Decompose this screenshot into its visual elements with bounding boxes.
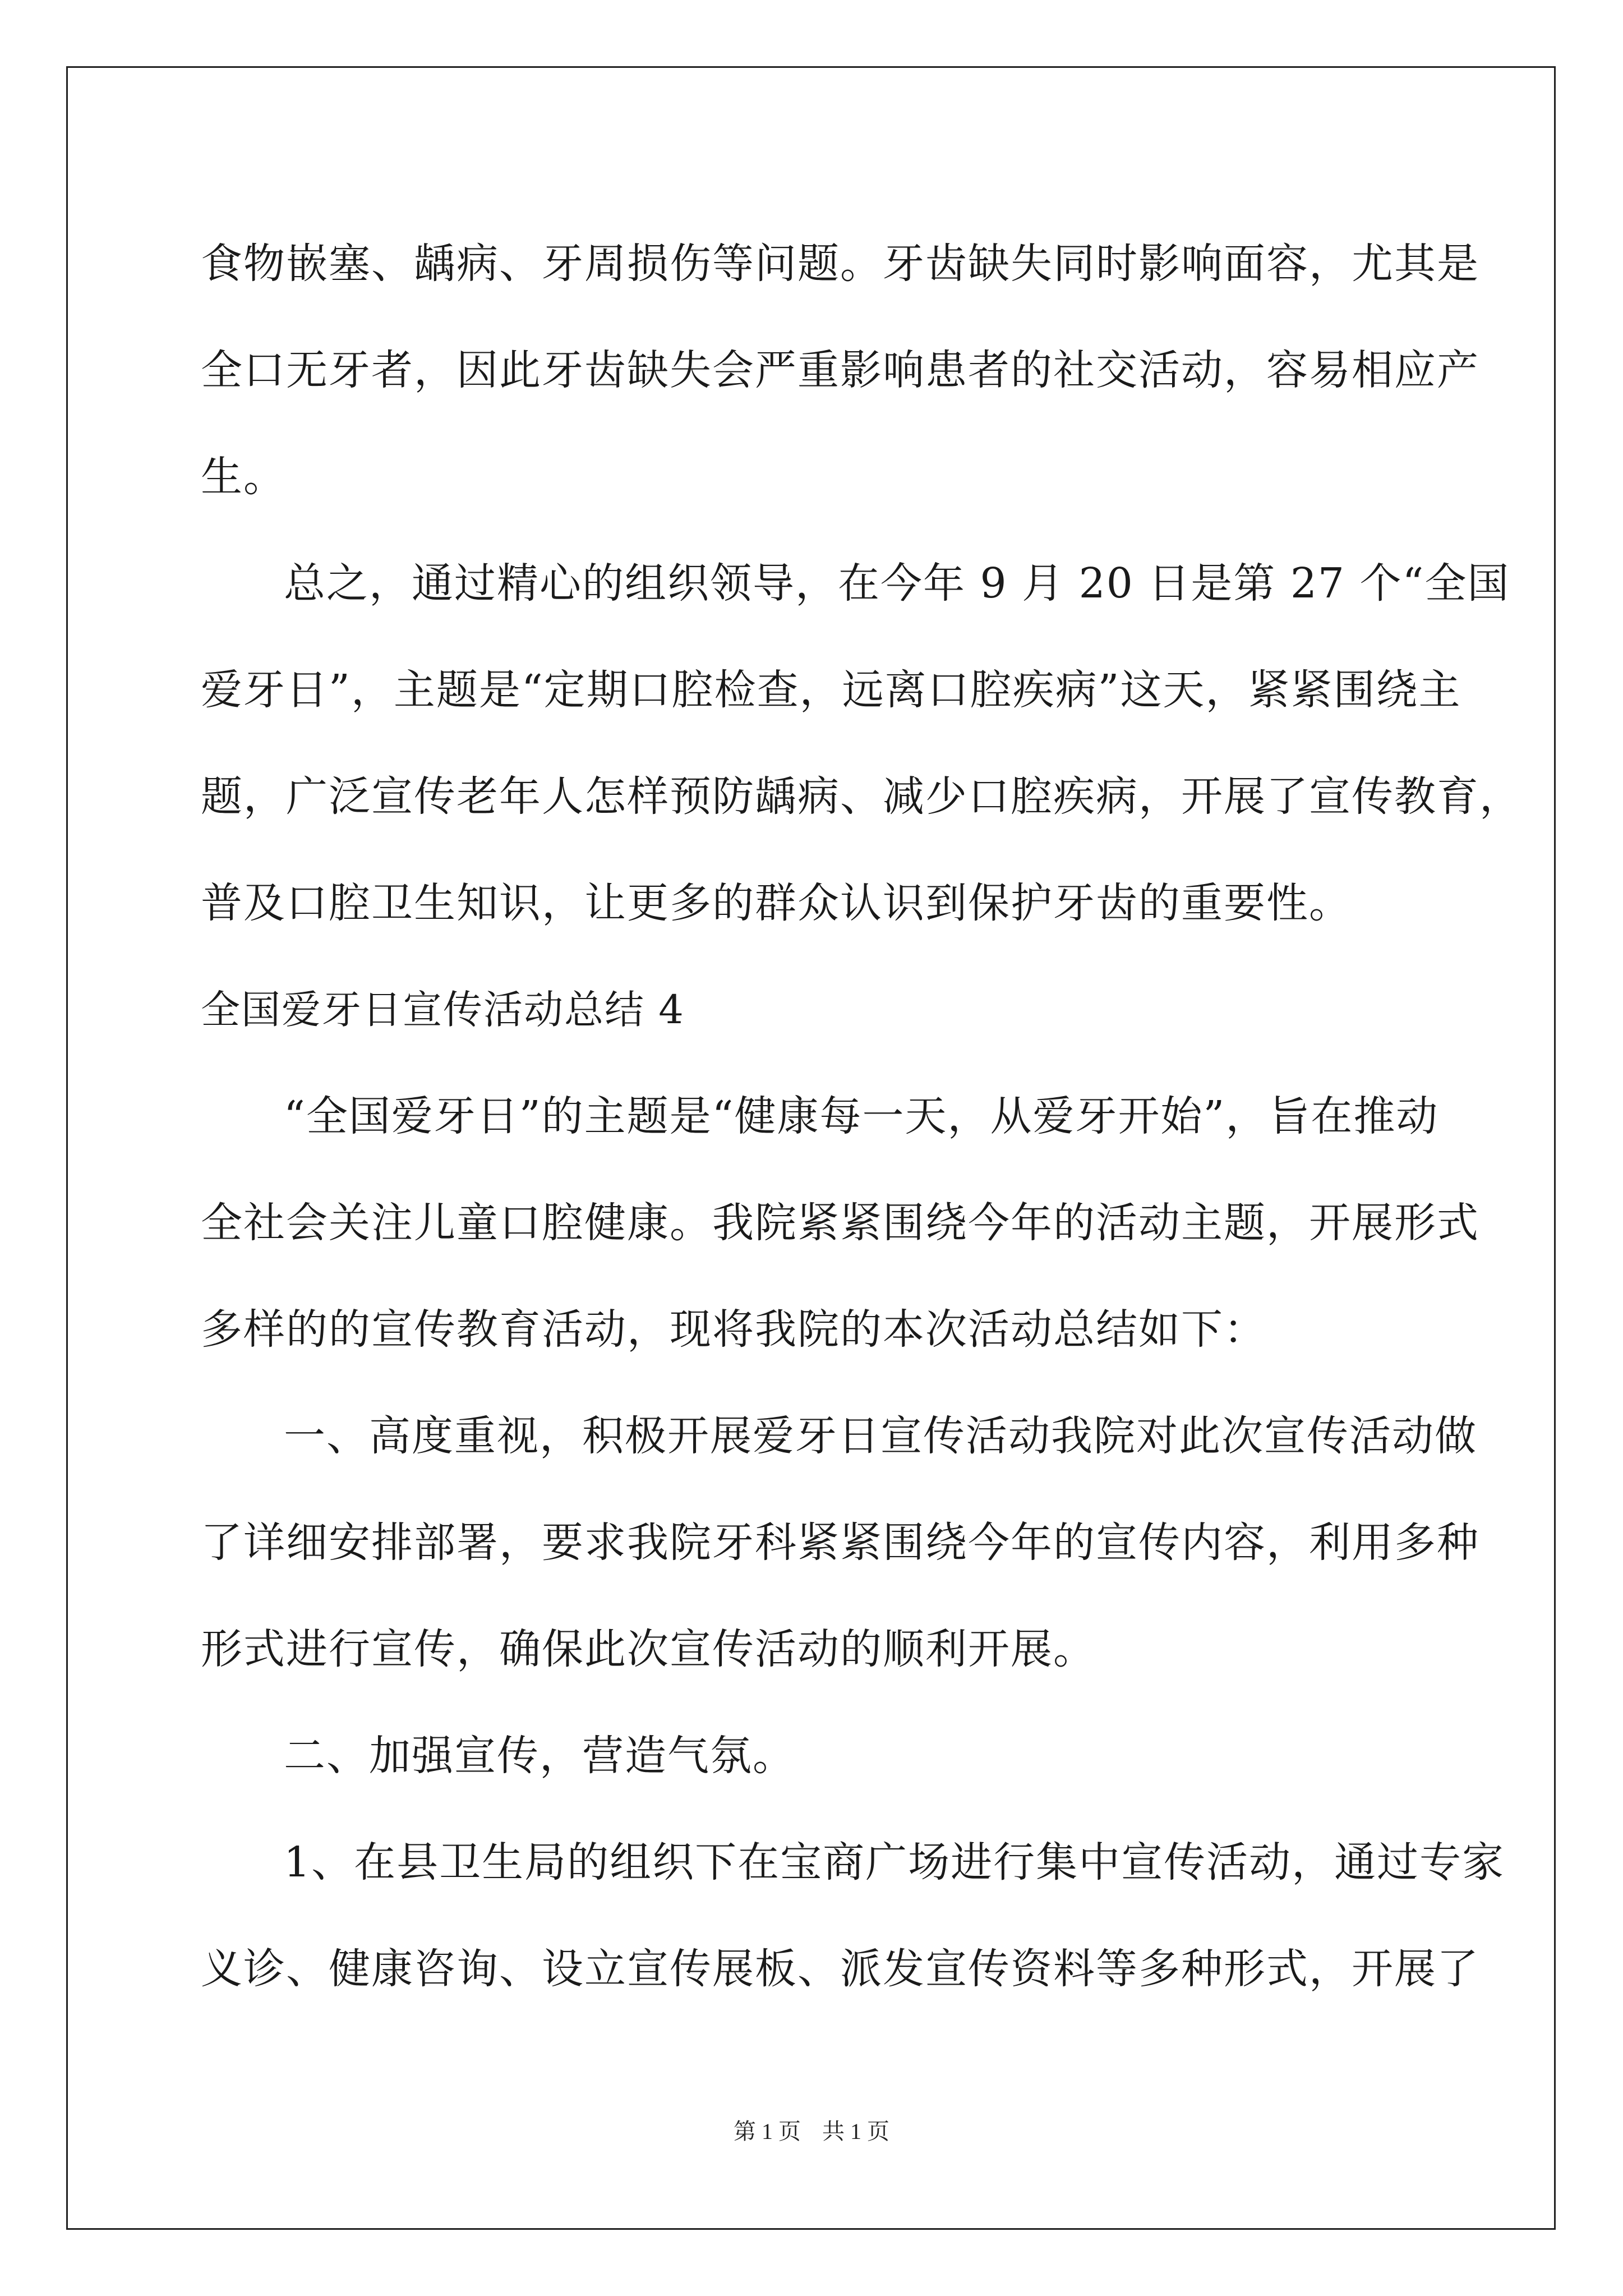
paragraph-line: 二、加强宣传，营造气氛。: [284, 1732, 795, 1780]
paragraph-line: 普及口腔卫生知识，让更多的群众认识到保护牙齿的重要性。: [201, 879, 1352, 927]
page-total: 共 1 页: [822, 2119, 889, 2144]
paragraph-line: 生。: [201, 453, 286, 501]
document-body: [201, 210, 1522, 2022]
paragraph-line: 1、在县卫生局的组织下在宝商广场进行集中宣传活动，通过专家: [284, 1838, 1505, 1887]
paragraph-line: 一、高度重视，积极开展爱牙日宣传活动我院对此次宣传活动做: [284, 1412, 1477, 1460]
paragraph-line: 总之，通过精心的组织领导，在今年 9 月 20 日是第 27 个“全国: [284, 559, 1510, 608]
paragraph-line: 食物嵌塞、龋病、牙周损伤等问题。牙齿缺失同时影响面容，尤其是: [201, 240, 1479, 288]
paragraph-line: “全国爱牙日”的主题是“健康每一天，从爱牙开始”，旨在推动: [284, 1092, 1439, 1140]
paragraph-line: 了详细安排部署，要求我院牙科紧紧围绕今年的宣传内容，利用多种: [201, 1519, 1479, 1567]
paragraph-line: 全社会关注儿童口腔健康。我院紧紧围绕今年的活动主题，开展形式: [201, 1199, 1479, 1247]
paragraph-line: 爱牙日”，主题是“定期口腔检查，远离口腔疾病”这天，紧紧围绕主: [201, 666, 1461, 714]
paragraph-line: 多样的的宣传教育活动，现将我院的本次活动总结如下：: [201, 1305, 1266, 1354]
paragraph-line: 全口无牙者，因此牙齿缺失会严重影响患者的社交活动，容易相应产: [201, 346, 1479, 394]
section-heading: 全国爱牙日宣传活动总结 4: [201, 987, 685, 1033]
paragraph-line: 题，广泛宣传老年人怎样预防龋病、减少口腔疾病，开展了宣传教育，: [201, 772, 1522, 821]
paragraph-line: 形式进行宣传，确保此次宣传活动的顺利开展。: [201, 1625, 1096, 1673]
paragraph-line: 义诊、健康咨询、设立宣传展板、派发宣传资料等多种形式，开展了: [201, 1945, 1479, 1993]
page-number: 第 1 页: [734, 2119, 801, 2144]
page-footer: [0, 2114, 1623, 2146]
